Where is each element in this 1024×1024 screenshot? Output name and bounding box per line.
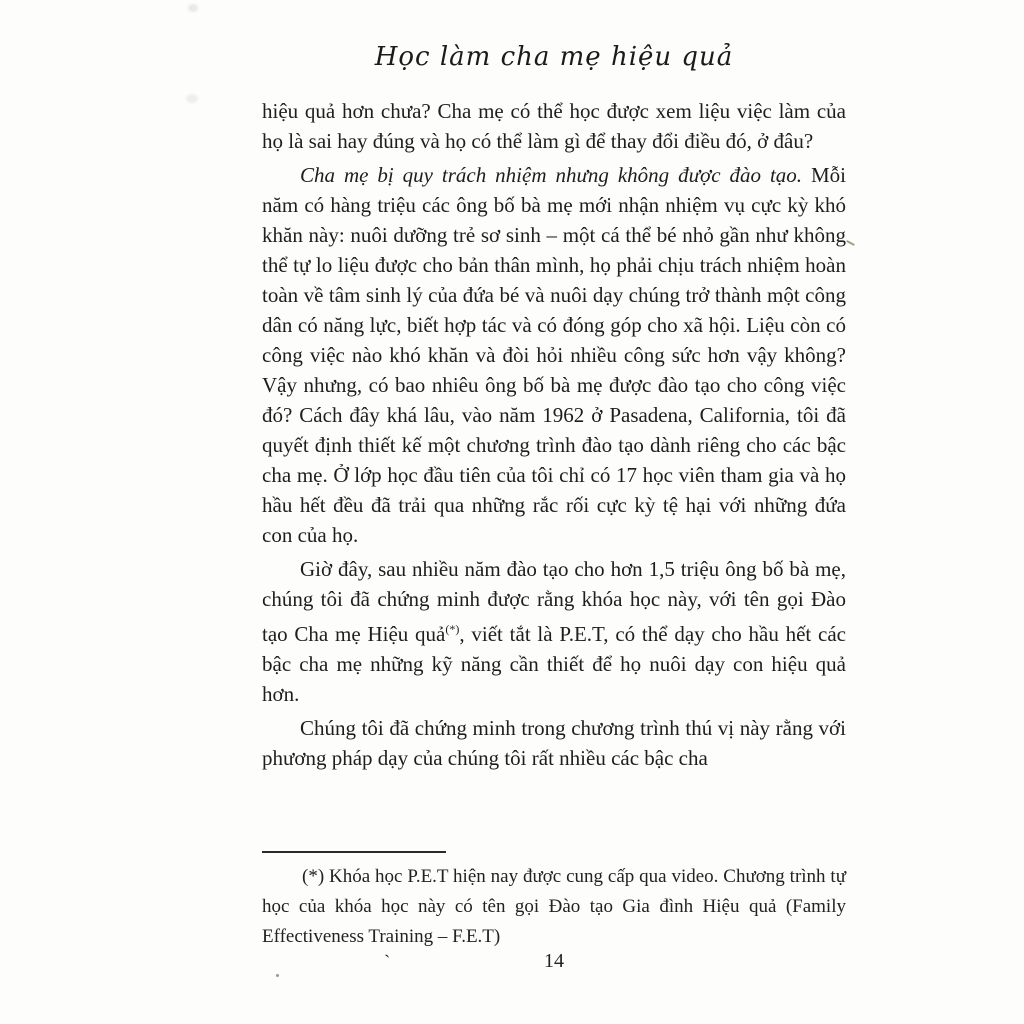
- body-text: [262, 96, 846, 777]
- footnote-text: (*) Khóa học P.E.T hiện nay được cung cấp qua video. Chương trình tự học của khóa học này có tên gọi Đào tạo Gia đình Hiệu quả (Family Effectiveness Training – F.E.T): [262, 866, 846, 947]
- paragraph: [262, 713, 846, 773]
- paragraph: [262, 96, 846, 156]
- text-segment: (*): [445, 622, 460, 636]
- text-segment: Giờ đây, sau nhiều năm đào tạo cho hơn 1,5 triệu ông bố bà mẹ, chúng tôi đã chứng minh được rằng khóa học này, với tên gọi Đào tạo Cha mẹ Hiệu quả: [262, 557, 846, 646]
- scan-artifact-tick: [846, 240, 855, 246]
- text-segment: Cha mẹ bị quy trách nhiệm nhưng không được đào tạo.: [300, 163, 803, 187]
- text-segment: hiệu quả hơn chưa? Cha mẹ có thể học được xem liệu việc làm của họ là sai hay đúng và họ có thể làm gì để thay đổi điều đó, ở đâu?: [262, 99, 846, 153]
- text-segment: Mỗi năm có hàng triệu các ông bố bà mẹ mới nhận nhiệm vụ cực kỳ khó khăn này: nuôi dưỡng trẻ sơ sinh – một cá thể bé nhỏ gần như không thể tự lo liệu được cho bản thân mình, họ phải chịu trách nhiệm hoàn toàn về tâm sinh lý của đứa bé và nuôi dạy chúng trở thành một công dân có năng lực, biết hợp tác và có đóng góp cho xã hội. Liệu còn có công việc nào khó khăn và đòi hỏi nhiều công sức hơn vậy không? Vậy nhưng, có bao nhiêu ông bố bà mẹ được đào tạo cho công việc đó? Cách đây khá lâu, vào năm 1962 ở Pasadena, California, tôi đã quyết định thiết kế một chương trình đào tạo dành riêng cho các bậc cha mẹ. Ở lớp học đầu tiên của tôi chỉ có 17 học viên tham gia và họ hầu hết đều đã trải qua những rắc rối cực kỳ tệ hại với những đứa con của họ.: [262, 163, 846, 547]
- paragraph: [262, 554, 846, 709]
- running-header-title: Học làm cha mẹ hiệu quả: [374, 42, 734, 72]
- footnote-divider: [262, 851, 446, 853]
- scan-smudge: [188, 4, 198, 12]
- text-segment: Chúng tôi đã chứng minh trong chương trình thú vị này rằng với phương pháp dạy của chúng tôi rất nhiều các bậc cha: [262, 716, 846, 770]
- text-segment: , viết tắt là P.E.T, có thể dạy cho hầu hết các bậc cha mẹ những kỹ năng cần thiết để họ nuôi dạy con hiệu quả hơn.: [262, 622, 847, 706]
- paragraph: [262, 160, 846, 550]
- page-number: 14: [544, 950, 564, 972]
- scan-artifact-mark: `: [384, 952, 391, 973]
- scan-artifact-dot: [276, 974, 279, 977]
- scan-smudge: [186, 94, 198, 103]
